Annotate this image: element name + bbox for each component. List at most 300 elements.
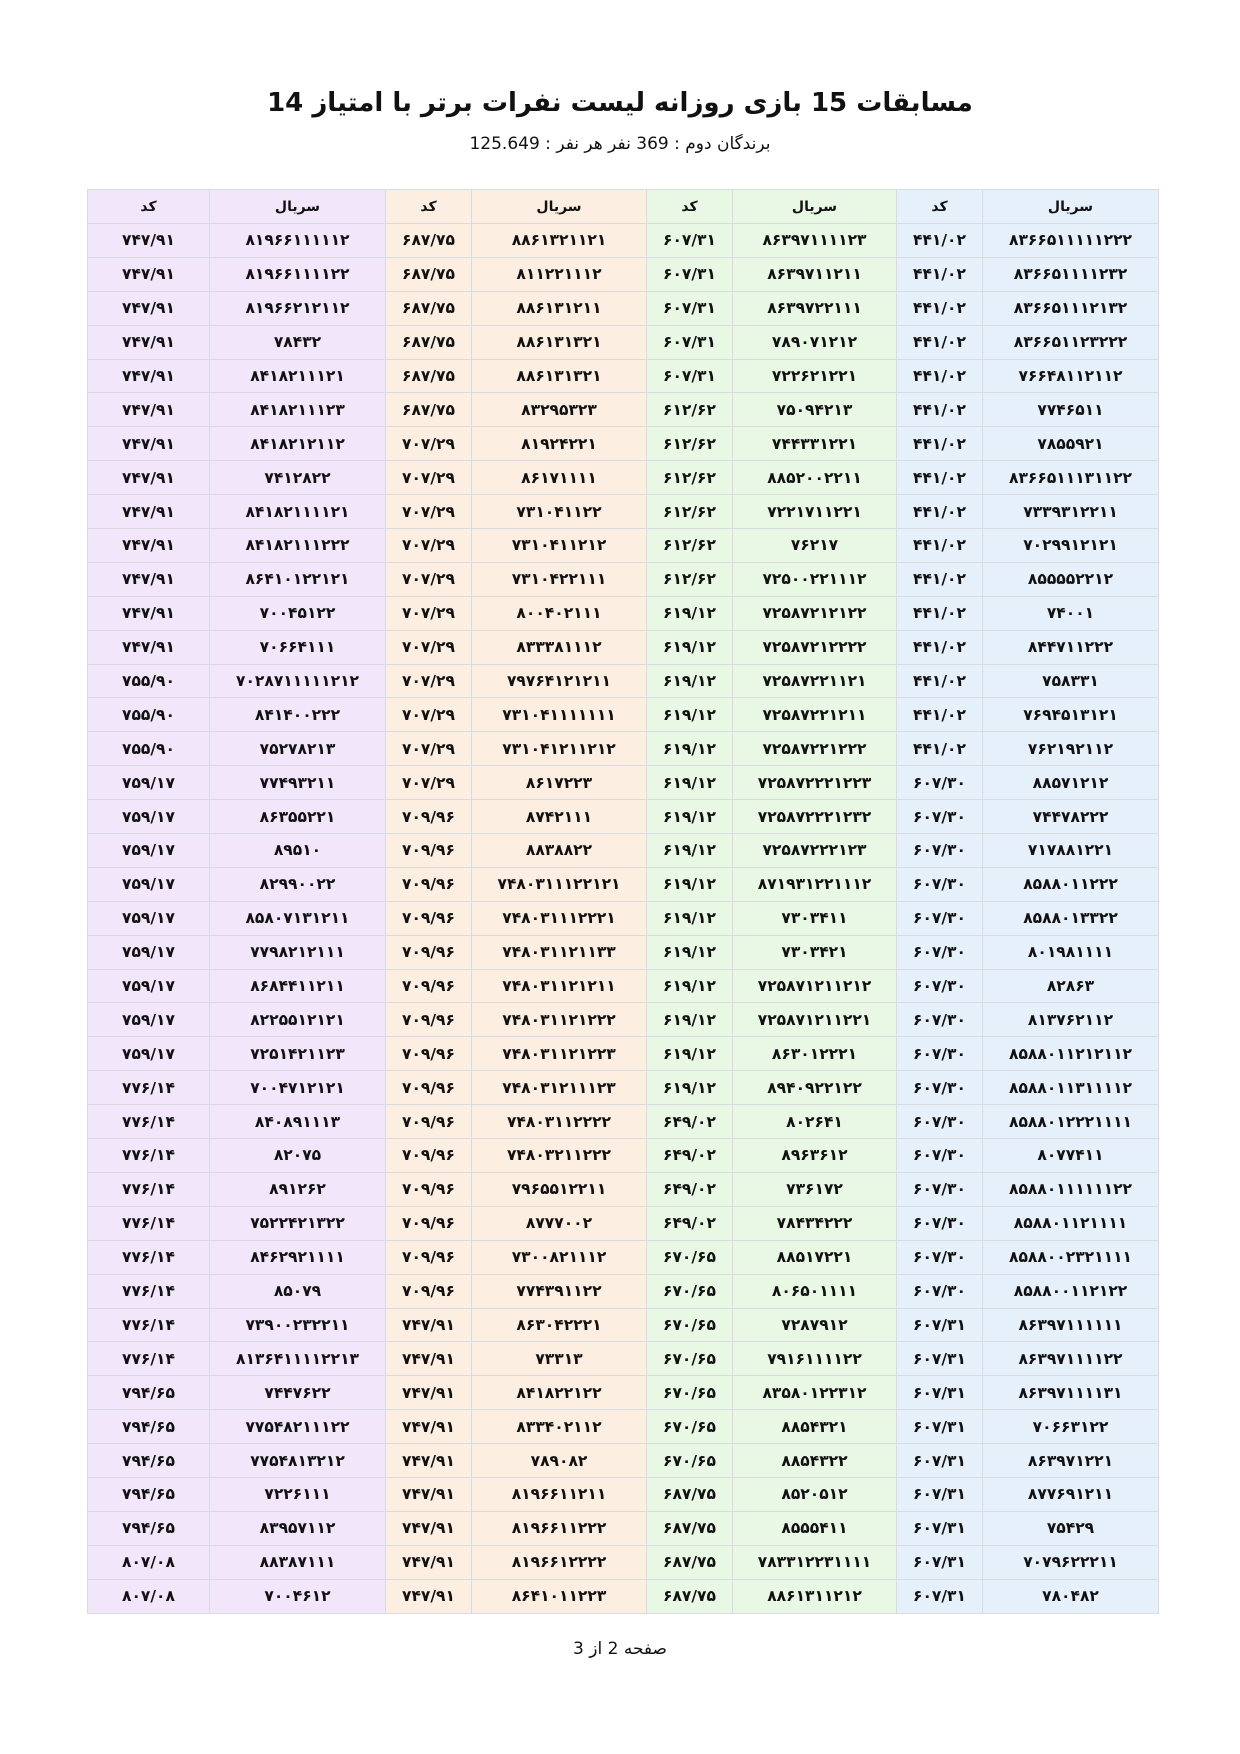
serial-cell: ۷۰۰۴۷۱۲۱۲۱: [210, 1071, 386, 1105]
code-cell: ۴۴۱/۰۲: [897, 698, 983, 732]
code-cell: ۴۴۱/۰۲: [897, 732, 983, 766]
serial-cell: ۸۳۶۶۵۱۱۱۱۲۳۲: [983, 257, 1159, 291]
serial-cell: ۷۹۱۶۱۱۱۱۲۲: [733, 1342, 897, 1376]
table-body: [88, 224, 1159, 1614]
serial-cell: ۸۳۳۴۰۲۱۱۲: [472, 1410, 647, 1444]
serial-cell: ۸۳۶۶۵۱۱۱۱۱۲۲۲: [983, 224, 1159, 258]
serial-cell: ۸۶۳۹۷۱۱۱۱۳۱: [983, 1376, 1159, 1410]
serial-cell: ۷۴۸۰۳۱۱۱۲۲۱۲۱: [472, 867, 647, 901]
serial-cell: ۸۵۸۸۰۱۱۲۲۲: [983, 867, 1159, 901]
code-cell: ۷۵۹/۱۷: [88, 834, 210, 868]
code-cell: ۷۵۹/۱۷: [88, 935, 210, 969]
serial-cell: ۷۳۱۰۴۱۱۱۱۱۱۱: [472, 698, 647, 732]
serial-cell: ۷۶۹۴۵۱۳۱۲۱: [983, 698, 1159, 732]
serial-cell: ۸۹۶۳۶۱۲: [733, 1139, 897, 1173]
code-cell: ۶۷۰/۶۵: [647, 1410, 733, 1444]
serial-cell: ۸۱۹۶۶۱۱۲۱۱: [472, 1477, 647, 1511]
code-cell: ۷۰۹/۹۶: [386, 1037, 472, 1071]
table-row: [88, 901, 1159, 935]
code-cell: ۶۱۹/۱۲: [647, 630, 733, 664]
code-cell: ۷۵۹/۱۷: [88, 800, 210, 834]
table-row: [88, 596, 1159, 630]
code-cell: ۷۴۷/۹۱: [88, 630, 210, 664]
code-cell: ۷۰۹/۹۶: [386, 1139, 472, 1173]
code-cell: ۷۰۹/۹۶: [386, 1206, 472, 1240]
column-header-code: کد: [386, 190, 472, 224]
serial-cell: ۸۱۳۷۶۲۱۱۲: [983, 1003, 1159, 1037]
table-row: [88, 732, 1159, 766]
code-cell: ۴۴۱/۰۲: [897, 461, 983, 495]
code-cell: ۶۰۷/۳۱: [897, 1342, 983, 1376]
serial-cell: ۷۳۱۰۴۱۱۲۱۲: [472, 529, 647, 563]
code-cell: ۶۰۷/۳۱: [647, 325, 733, 359]
serial-cell: ۸۵۸۸۰۰۱۱۲۱۲۲: [983, 1274, 1159, 1308]
serial-cell: ۸۶۳۹۷۱۲۲۱: [983, 1444, 1159, 1478]
serial-cell: ۷۴۸۰۳۱۱۲۱۱۳۳: [472, 935, 647, 969]
code-cell: ۶۱۹/۱۲: [647, 664, 733, 698]
code-cell: ۶۰۷/۳۱: [647, 291, 733, 325]
code-cell: ۶۱۹/۱۲: [647, 1037, 733, 1071]
serial-cell: ۸۰۶۵۰۱۱۱۱: [733, 1274, 897, 1308]
table-row: [88, 664, 1159, 698]
code-cell: ۶۰۷/۳۱: [897, 1511, 983, 1545]
serial-cell: ۸۰۱۹۸۱۱۱۱: [983, 935, 1159, 969]
table-row: [88, 427, 1159, 461]
serial-cell: ۷۸۴۳۴۲۲۲: [733, 1206, 897, 1240]
serial-cell: ۸۹۵۱۰: [210, 834, 386, 868]
table-row: [88, 359, 1159, 393]
code-cell: ۷۴۷/۹۱: [386, 1342, 472, 1376]
column-header-code: کد: [647, 190, 733, 224]
code-cell: ۶۰۷/۳۰: [897, 969, 983, 1003]
serial-cell: ۷۷۵۴۸۱۳۲۱۲: [210, 1444, 386, 1478]
code-cell: ۷۴۷/۹۱: [88, 257, 210, 291]
code-cell: ۷۴۷/۹۱: [386, 1545, 472, 1579]
code-cell: ۶۸۷/۷۵: [647, 1511, 733, 1545]
table-row: [88, 1105, 1159, 1139]
code-cell: ۶۱۹/۱۲: [647, 596, 733, 630]
serial-cell: ۸۵۸۸۰۱۳۳۲۲: [983, 901, 1159, 935]
serial-cell: ۸۶۳۰۴۲۲۲۱: [472, 1308, 647, 1342]
serial-cell: ۷۴۸۰۳۱۱۲۱۲۲۳: [472, 1037, 647, 1071]
code-cell: ۶۷۰/۶۵: [647, 1240, 733, 1274]
code-cell: ۶۰۷/۳۱: [647, 359, 733, 393]
code-cell: ۶۰۷/۳۱: [897, 1444, 983, 1478]
code-cell: ۶۰۷/۳۱: [897, 1410, 983, 1444]
serial-cell: ۸۰۰۴۰۲۱۱۱: [472, 596, 647, 630]
serial-cell: ۸۲۰۷۵: [210, 1139, 386, 1173]
code-cell: ۶۸۷/۷۵: [386, 257, 472, 291]
serial-cell: ۷۷۹۸۲۱۲۱۱۱: [210, 935, 386, 969]
serial-cell: ۸۹۴۰۹۲۲۱۲۲: [733, 1071, 897, 1105]
code-cell: ۶۱۹/۱۲: [647, 935, 733, 969]
serial-cell: ۷۴۸۰۳۱۲۱۱۱۲۳: [472, 1071, 647, 1105]
serial-cell: ۸۸۵۴۳۲۲: [733, 1444, 897, 1478]
serial-cell: ۸۶۳۹۷۱۱۱۱۲۳: [733, 224, 897, 258]
code-cell: ۶۱۹/۱۲: [647, 800, 733, 834]
serial-cell: ۸۵۸۸۰۰۲۳۲۱۱۱۱: [983, 1240, 1159, 1274]
serial-cell: ۸۸۶۱۳۱۳۲۱: [472, 359, 647, 393]
serial-cell: ۷۸۴۳۲: [210, 325, 386, 359]
serial-cell: ۸۵۸۸۰۱۱۳۱۱۱۱۲: [983, 1071, 1159, 1105]
serial-cell: ۷۴۸۰۳۱۱۲۲۲۲: [472, 1105, 647, 1139]
serial-cell: ۷۸۰۴۸۲: [983, 1579, 1159, 1613]
table-row: [88, 1206, 1159, 1240]
serial-cell: ۷۴۴۳۳۱۲۲۱: [733, 427, 897, 461]
serial-cell: ۷۴۸۰۳۱۱۲۱۲۱۱: [472, 969, 647, 1003]
code-cell: ۶۷۰/۶۵: [647, 1376, 733, 1410]
table-row: [88, 969, 1159, 1003]
code-cell: ۶۰۷/۳۰: [897, 766, 983, 800]
serial-cell: ۸۱۱۲۲۱۱۱۲: [472, 257, 647, 291]
serial-cell: ۷۵۸۳۳۱: [983, 664, 1159, 698]
code-cell: ۷۴۷/۹۱: [386, 1410, 472, 1444]
code-cell: ۶۸۷/۷۵: [647, 1477, 733, 1511]
code-cell: ۶۰۷/۳۰: [897, 935, 983, 969]
table-row: [88, 461, 1159, 495]
table-row: [88, 562, 1159, 596]
table-header: [88, 190, 1159, 224]
page-subtitle: برندگان دوم : 369 نفر هر نفر : 125.649: [469, 134, 771, 154]
code-cell: ۶۱۹/۱۲: [647, 901, 733, 935]
serial-cell: ۸۲۹۹۰۰۲۲: [210, 867, 386, 901]
serial-cell: ۷۳۱۰۴۲۲۱۱۱: [472, 562, 647, 596]
code-cell: ۷۰۹/۹۶: [386, 867, 472, 901]
serial-cell: ۷۵۰۹۴۲۱۳: [733, 393, 897, 427]
code-cell: ۷۰۷/۲۹: [386, 766, 472, 800]
code-cell: ۷۴۷/۹۱: [88, 495, 210, 529]
code-cell: ۶۴۹/۰۲: [647, 1139, 733, 1173]
serial-cell: ۸۴۶۲۹۲۱۱۱۱: [210, 1240, 386, 1274]
serial-cell: ۸۶۳۰۱۲۲۲۱: [733, 1037, 897, 1071]
table-row: [88, 698, 1159, 732]
serial-cell: ۸۶۴۱۰۱۲۲۱۲۱: [210, 562, 386, 596]
serial-cell: ۸۶۳۹۷۲۲۱۱۱: [733, 291, 897, 325]
serial-cell: ۷۲۵۸۷۲۲۲۱۲۳: [733, 834, 897, 868]
code-cell: ۶۰۷/۳۰: [897, 1105, 983, 1139]
code-cell: ۷۵۹/۱۷: [88, 766, 210, 800]
serial-cell: ۷۷۵۴۸۲۱۱۱۲۲: [210, 1410, 386, 1444]
serial-cell: ۸۳۳۳۸۱۱۱۲: [472, 630, 647, 664]
column-header-code: کد: [88, 190, 210, 224]
serial-cell: ۷۴۸۰۳۲۱۱۲۲۲: [472, 1139, 647, 1173]
code-cell: ۷۴۷/۹۱: [386, 1444, 472, 1478]
code-cell: ۶۰۷/۳۰: [897, 1071, 983, 1105]
serial-cell: ۷۸۳۳۱۲۲۳۱۱۱۱: [733, 1545, 897, 1579]
table-row: [88, 1376, 1159, 1410]
code-cell: ۷۰۷/۲۹: [386, 698, 472, 732]
code-cell: ۷۷۶/۱۴: [88, 1240, 210, 1274]
code-cell: ۶۱۹/۱۲: [647, 969, 733, 1003]
serial-cell: ۷۷۴۶۵۱۱: [983, 393, 1159, 427]
code-cell: ۶۰۷/۳۰: [897, 1240, 983, 1274]
serial-cell: ۸۵۸۸۰۱۱۱۱۱۱۲۲: [983, 1172, 1159, 1206]
serial-cell: ۷۲۲۶۱۱۱: [210, 1477, 386, 1511]
serial-cell: ۸۳۶۶۵۱۱۱۳۱۱۲۲: [983, 461, 1159, 495]
code-cell: ۷۹۴/۶۵: [88, 1477, 210, 1511]
serial-cell: ۷۳۳۹۳۱۲۲۱۱: [983, 495, 1159, 529]
code-cell: ۶۰۷/۳۰: [897, 1139, 983, 1173]
table-row: [88, 393, 1159, 427]
code-cell: ۷۴۷/۹۱: [386, 1376, 472, 1410]
code-cell: ۷۰۷/۲۹: [386, 596, 472, 630]
code-cell: ۶۱۲/۶۲: [647, 461, 733, 495]
serial-cell: ۷۳۱۰۴۱۲۱۱۲۱۲: [472, 732, 647, 766]
serial-cell: ۸۶۳۵۵۲۲۱: [210, 800, 386, 834]
serial-cell: ۷۰۷۹۶۲۲۲۱۱: [983, 1545, 1159, 1579]
code-cell: ۶۰۷/۳۱: [897, 1545, 983, 1579]
code-cell: ۶۷۰/۶۵: [647, 1308, 733, 1342]
serial-cell: ۸۸۳۸۸۲۲: [472, 834, 647, 868]
serial-cell: ۸۴۱۸۲۲۱۲۲: [472, 1376, 647, 1410]
serial-cell: ۷۲۵۰۰۲۲۱۱۱۲: [733, 562, 897, 596]
column-header-serial: سریال: [210, 190, 386, 224]
serial-cell: ۸۱۳۶۴۱۱۱۱۲۲۱۳: [210, 1342, 386, 1376]
code-cell: ۶۱۹/۱۲: [647, 1071, 733, 1105]
code-cell: ۴۴۱/۰۲: [897, 664, 983, 698]
serial-cell: ۸۳۶۶۵۱۱۱۲۱۳۲: [983, 291, 1159, 325]
table-row: [88, 1172, 1159, 1206]
serial-cell: ۸۵۸۸۰۱۲۲۲۱۱۱۱: [983, 1105, 1159, 1139]
serial-cell: ۸۱۹۶۶۱۱۱۱۱۲: [210, 224, 386, 258]
code-cell: ۶۷۰/۶۵: [647, 1342, 733, 1376]
code-cell: ۷۷۶/۱۴: [88, 1342, 210, 1376]
serial-cell: ۷۲۵۱۴۲۱۱۲۳: [210, 1037, 386, 1071]
code-cell: ۷۷۶/۱۴: [88, 1172, 210, 1206]
serial-cell: ۷۴۰۰۱: [983, 596, 1159, 630]
code-cell: ۷۹۴/۶۵: [88, 1511, 210, 1545]
code-cell: ۷۰۹/۹۶: [386, 834, 472, 868]
code-cell: ۶۰۷/۳۱: [647, 224, 733, 258]
table-row: [88, 1444, 1159, 1478]
table-row: [88, 800, 1159, 834]
code-cell: ۷۰۷/۲۹: [386, 630, 472, 664]
code-cell: ۷۹۴/۶۵: [88, 1444, 210, 1478]
table-row: [88, 935, 1159, 969]
code-cell: ۷۵۹/۱۷: [88, 1003, 210, 1037]
code-cell: ۶۰۷/۳۰: [897, 1172, 983, 1206]
serial-cell: ۷۹۷۶۴۱۲۱۲۱۱: [472, 664, 647, 698]
serial-cell: ۷۳۰۳۴۲۱: [733, 935, 897, 969]
code-cell: ۶۴۹/۰۲: [647, 1172, 733, 1206]
table-row: [88, 495, 1159, 529]
serial-cell: ۷۰۲۸۷۱۱۱۱۱۲۱۲: [210, 664, 386, 698]
serial-cell: ۸۷۴۲۱۱۱: [472, 800, 647, 834]
code-cell: ۷۴۷/۹۱: [386, 1579, 472, 1613]
serial-cell: ۸۸۶۱۳۱۱۲۱۲: [733, 1579, 897, 1613]
serial-cell: ۸۶۴۱۰۱۱۲۲۳: [472, 1579, 647, 1613]
table-row: [88, 867, 1159, 901]
code-cell: ۶۰۷/۳۰: [897, 867, 983, 901]
code-cell: ۷۰۷/۲۹: [386, 461, 472, 495]
serial-cell: ۷۲۵۸۷۱۲۱۱۲۲۱: [733, 1003, 897, 1037]
serial-cell: ۷۵۲۷۸۲۱۳: [210, 732, 386, 766]
serial-cell: ۸۲۸۶۳: [983, 969, 1159, 1003]
serial-cell: ۸۵۲۰۵۱۲: [733, 1477, 897, 1511]
code-cell: ۷۵۵/۹۰: [88, 698, 210, 732]
serial-cell: ۸۳۵۸۰۱۲۲۳۱۲: [733, 1376, 897, 1410]
serial-cell: ۷۰۰۴۶۱۲: [210, 1579, 386, 1613]
serial-cell: ۸۶۳۹۷۱۱۲۱۱: [733, 257, 897, 291]
serial-cell: ۸۴۱۸۲۱۱۱۱۲۱: [210, 495, 386, 529]
code-cell: ۶۱۲/۶۲: [647, 529, 733, 563]
code-cell: ۶۰۷/۳۱: [897, 1477, 983, 1511]
serial-cell: ۸۵۵۵۴۱۱: [733, 1511, 897, 1545]
code-cell: ۶۸۷/۷۵: [386, 291, 472, 325]
serial-cell: ۷۰۶۶۳۱۲۲: [983, 1410, 1159, 1444]
code-cell: ۴۴۱/۰۲: [897, 529, 983, 563]
serial-cell: ۷۴۴۷۶۲۲: [210, 1376, 386, 1410]
serial-cell: ۸۷۱۹۳۱۲۲۱۱۱۲: [733, 867, 897, 901]
serial-cell: ۸۸۶۱۳۱۲۱۱: [472, 291, 647, 325]
table-row: [88, 1579, 1159, 1613]
code-cell: ۷۰۹/۹۶: [386, 969, 472, 1003]
serial-cell: ۸۱۹۶۶۱۲۲۲۲: [472, 1545, 647, 1579]
code-cell: ۶۰۷/۳۰: [897, 1037, 983, 1071]
table-row: [88, 1477, 1159, 1511]
code-cell: ۷۰۷/۲۹: [386, 529, 472, 563]
serial-cell: ۷۶۲۱۹۲۱۱۲: [983, 732, 1159, 766]
serial-cell: ۷۳۰۳۴۱۱: [733, 901, 897, 935]
serial-cell: ۸۱۹۶۶۱۱۲۲۲: [472, 1511, 647, 1545]
serial-cell: ۸۰۷۷۴۱۱: [983, 1139, 1159, 1173]
code-cell: ۷۰۹/۹۶: [386, 935, 472, 969]
code-cell: ۶۱۲/۶۲: [647, 562, 733, 596]
header-row: [88, 190, 1159, 224]
serial-cell: ۷۴۸۰۳۱۱۲۱۲۲۲: [472, 1003, 647, 1037]
serial-cell: ۷۹۶۵۵۱۲۲۱۱: [472, 1172, 647, 1206]
serial-cell: ۷۶۶۴۸۱۱۲۱۱۲: [983, 359, 1159, 393]
code-cell: ۷۴۷/۹۱: [386, 1308, 472, 1342]
table-row: [88, 529, 1159, 563]
code-cell: ۷۰۹/۹۶: [386, 1172, 472, 1206]
code-cell: ۶۱۲/۶۲: [647, 495, 733, 529]
code-cell: ۶۰۷/۳۱: [897, 1579, 983, 1613]
code-cell: ۷۰۹/۹۶: [386, 1274, 472, 1308]
table-row: [88, 1240, 1159, 1274]
code-cell: ۷۷۶/۱۴: [88, 1071, 210, 1105]
serial-cell: ۸۸۵۲۰۰۲۲۱۱: [733, 461, 897, 495]
code-cell: ۶۱۹/۱۲: [647, 834, 733, 868]
code-cell: ۷۰۹/۹۶: [386, 1003, 472, 1037]
serial-cell: ۷۸۹۰۸۲: [472, 1444, 647, 1478]
serial-cell: ۷۲۵۸۷۲۲۲۱۲۳۲: [733, 800, 897, 834]
serial-cell: ۷۵۲۲۴۲۱۳۲۲: [210, 1206, 386, 1240]
code-cell: ۴۴۱/۰۲: [897, 562, 983, 596]
serial-cell: ۷۵۴۲۹: [983, 1511, 1159, 1545]
serial-cell: ۸۶۳۹۷۱۱۱۱۲۲: [983, 1342, 1159, 1376]
serial-cell: ۷۸۹۰۷۱۲۱۲: [733, 325, 897, 359]
code-cell: ۸۰۷/۰۸: [88, 1545, 210, 1579]
code-cell: ۷۷۶/۱۴: [88, 1308, 210, 1342]
serial-cell: ۷۶۲۱۷: [733, 529, 897, 563]
table-row: [88, 1274, 1159, 1308]
serial-cell: ۸۶۳۹۷۱۱۱۱۱۱: [983, 1308, 1159, 1342]
serial-cell: ۸۷۷۶۹۱۲۱۱: [983, 1477, 1159, 1511]
code-cell: ۷۴۷/۹۱: [88, 224, 210, 258]
serial-cell: ۷۴۴۷۸۲۲۲: [983, 800, 1159, 834]
code-cell: ۷۴۷/۹۱: [88, 325, 210, 359]
code-cell: ۷۴۷/۹۱: [88, 529, 210, 563]
serial-cell: ۸۶۱۷۲۲۳: [472, 766, 647, 800]
serial-cell: ۸۶۸۴۴۱۱۲۱۱: [210, 969, 386, 1003]
code-cell: ۷۷۶/۱۴: [88, 1274, 210, 1308]
serial-cell: ۷۳۱۰۴۱۱۲۲: [472, 495, 647, 529]
code-cell: ۷۷۶/۱۴: [88, 1139, 210, 1173]
code-cell: ۴۴۱/۰۲: [897, 596, 983, 630]
serial-cell: ۷۷۴۹۳۲۱۱: [210, 766, 386, 800]
code-cell: ۷۷۶/۱۴: [88, 1105, 210, 1139]
code-cell: ۷۴۷/۹۱: [88, 393, 210, 427]
code-cell: ۷۹۴/۶۵: [88, 1376, 210, 1410]
column-header-serial: سریال: [472, 190, 647, 224]
serial-cell: ۸۱۹۶۶۱۱۱۱۲۲: [210, 257, 386, 291]
serial-cell: ۸۹۱۲۶۲: [210, 1172, 386, 1206]
code-cell: ۴۴۱/۰۲: [897, 359, 983, 393]
page-title: مسابقات 15 بازی روزانه لیست نفرات برتر با امتیاز 14: [267, 88, 973, 118]
serial-cell: ۷۲۲۶۲۱۲۲۱: [733, 359, 897, 393]
code-cell: ۶۰۷/۳۰: [897, 901, 983, 935]
serial-cell: ۸۷۷۷۰۰۲: [472, 1206, 647, 1240]
table-row: [88, 325, 1159, 359]
serial-cell: ۷۲۵۸۷۲۱۲۲۲۲: [733, 630, 897, 664]
serial-cell: ۸۸۵۴۳۲۱: [733, 1410, 897, 1444]
table-row: [88, 1139, 1159, 1173]
serial-cell: ۸۴۱۸۲۱۱۱۲۲۲: [210, 529, 386, 563]
code-cell: ۶۸۷/۷۵: [386, 224, 472, 258]
serial-cell: ۸۰۲۶۴۱: [733, 1105, 897, 1139]
code-cell: ۶۸۷/۷۵: [647, 1545, 733, 1579]
code-cell: ۷۰۹/۹۶: [386, 1105, 472, 1139]
column-header-serial: سریال: [983, 190, 1159, 224]
serial-cell: ۸۶۱۷۱۱۱۱: [472, 461, 647, 495]
serial-cell: ۷۴۱۲۸۲۲: [210, 461, 386, 495]
serial-cell: ۷۴۸۰۳۱۱۱۲۲۲۱: [472, 901, 647, 935]
serial-cell: ۷۲۲۱۷۱۱۲۲۱: [733, 495, 897, 529]
serial-cell: ۷۲۵۸۷۲۲۱۱۲۱: [733, 664, 897, 698]
code-cell: ۴۴۱/۰۲: [897, 393, 983, 427]
code-cell: ۴۴۱/۰۲: [897, 495, 983, 529]
code-cell: ۷۴۷/۹۱: [88, 562, 210, 596]
code-cell: ۷۰۷/۲۹: [386, 562, 472, 596]
code-cell: ۴۴۱/۰۲: [897, 427, 983, 461]
code-cell: ۶۱۹/۱۲: [647, 766, 733, 800]
code-cell: ۷۰۹/۹۶: [386, 1240, 472, 1274]
serial-cell: ۸۸۳۸۷۱۱۱: [210, 1545, 386, 1579]
table-row: [88, 1410, 1159, 1444]
code-cell: ۷۵۹/۱۷: [88, 969, 210, 1003]
serial-cell: ۸۸۶۱۳۱۳۲۱: [472, 325, 647, 359]
code-cell: ۶۰۷/۳۰: [897, 1003, 983, 1037]
table-row: [88, 257, 1159, 291]
table-row: [88, 224, 1159, 258]
serial-cell: ۸۳۶۶۵۱۱۲۳۲۲۲: [983, 325, 1159, 359]
serial-cell: ۷۲۵۸۷۱۲۱۱۲۱۲: [733, 969, 897, 1003]
serial-cell: ۷۳۰۰۸۲۱۱۱۲: [472, 1240, 647, 1274]
code-cell: ۷۴۷/۹۱: [386, 1477, 472, 1511]
serial-cell: ۷۰۰۴۵۱۲۲: [210, 596, 386, 630]
table-row: [88, 630, 1159, 664]
code-cell: ۶۰۷/۳۰: [897, 834, 983, 868]
serial-cell: ۷۲۵۸۷۲۲۱۲۱۱: [733, 698, 897, 732]
page-number: صفحه 2 از 3: [573, 1639, 667, 1659]
code-cell: ۷۰۹/۹۶: [386, 901, 472, 935]
serial-cell: ۷۲۵۸۷۲۱۲۱۲۲: [733, 596, 897, 630]
table-row: [88, 1003, 1159, 1037]
table-row: [88, 1071, 1159, 1105]
table-row: [88, 1342, 1159, 1376]
serial-cell: ۸۸۵۱۷۲۲۱: [733, 1240, 897, 1274]
